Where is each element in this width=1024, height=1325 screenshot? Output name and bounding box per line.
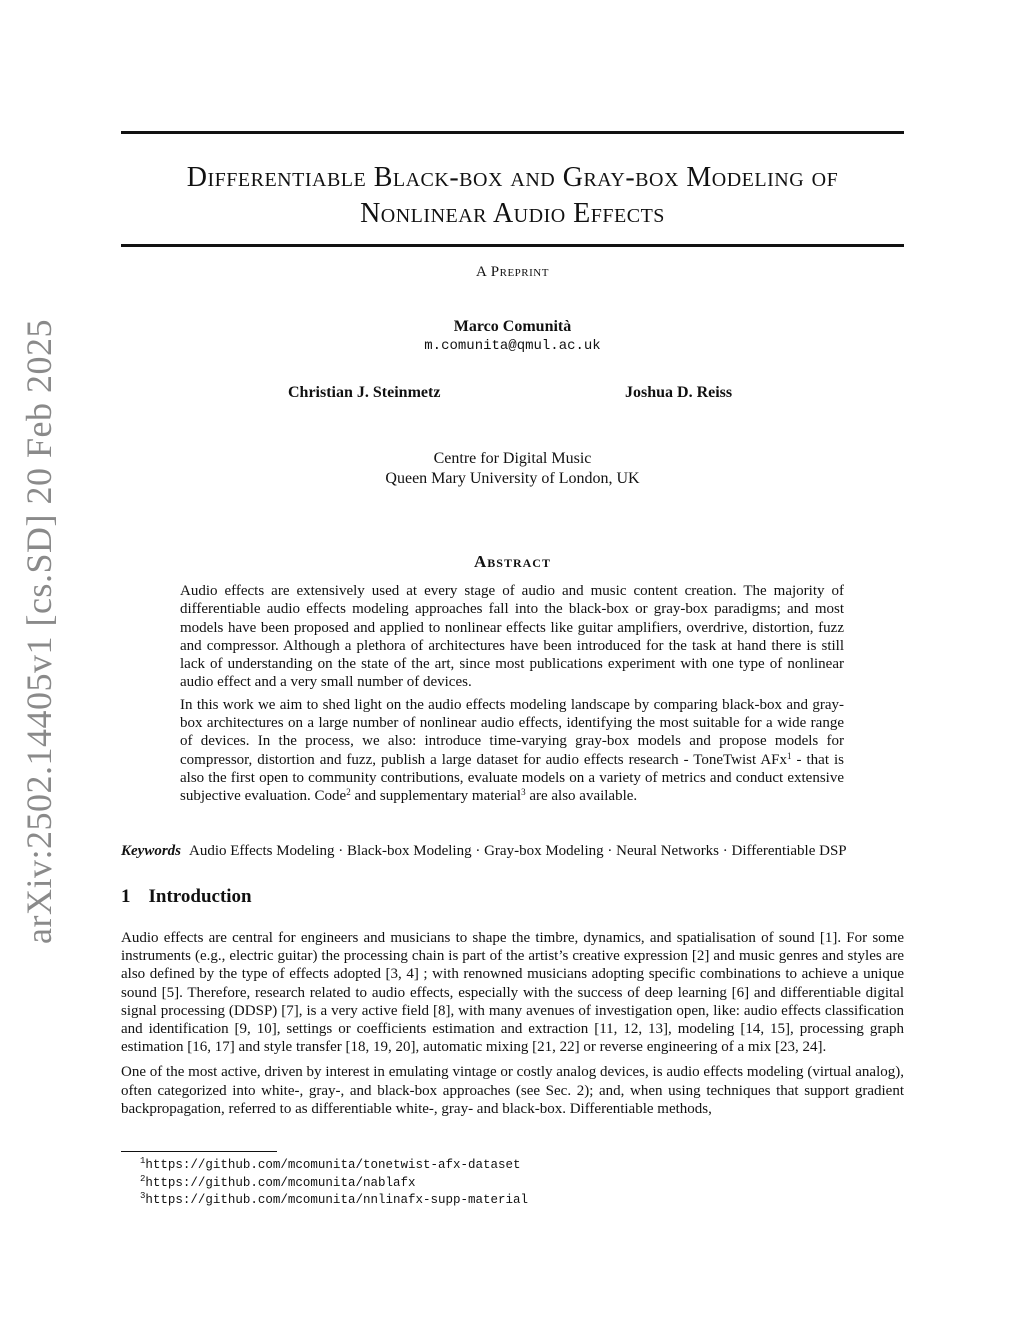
abstract-text-segment: are also available. — [525, 788, 638, 805]
keywords-list: Audio Effects Modeling · Black-box Modeling · Gray-box Modeling · Neural Networks · Differentiable DSP — [189, 843, 847, 859]
abstract-body — [180, 582, 844, 810]
abstract-text-segment: - that is also the first open to community contributions, evaluate models on a variety of metrics and conduct extensive subjective evaluation. Code — [180, 751, 844, 805]
affiliation-line-2: Queen Mary University of London, UK — [385, 470, 640, 487]
title-line-2: Nonlinear Audio Effects — [360, 198, 665, 229]
footnote-2-link[interactable]: https://github.com/mcomunita/nablafx — [145, 1175, 416, 1190]
arxiv-sidebar — [0, 0, 59, 944]
footnote-2 — [140, 1175, 528, 1193]
section-heading-introduction — [121, 886, 252, 908]
footnote-marker-2: 2 — [346, 787, 351, 798]
footnote-3 — [140, 1192, 528, 1210]
section-title: Introduction — [148, 886, 252, 907]
abstract-paragraph-1: Audio effects are extensively used at every stage of audio and music content creation. The majority of differentiable audio effects modeling approaches fall into the black-box or gray-box paradigms; and most models have been proposed and applied to nonlinear effects like guitar amplifiers, overdrive, distortion, fuzz and compressor. Although a plethora of architectures have been introduced for the task at hand there is still lack of understanding on the state of the art, since most publications experiment with one type of nonlinear audio effect and a very small number of devices. — [180, 583, 844, 691]
footnotes — [140, 1157, 528, 1210]
title-line-1: Differentiable Black-box and Gray-box Modeling of — [186, 162, 839, 193]
author-main-name: Marco Comunità — [453, 318, 572, 335]
abstract-text-segment: and supplementary material — [350, 788, 522, 805]
affiliation-line-1: Centre for Digital Music — [433, 450, 592, 467]
keywords-label: Keywords — [121, 843, 181, 859]
paper-title — [121, 160, 904, 232]
footnote-1 — [140, 1157, 528, 1175]
author-main-email: m.comunita@qmul.ac.uk — [424, 338, 601, 354]
footnote-3-number: 3 — [140, 1191, 146, 1201]
title-rule-top — [121, 131, 904, 134]
introduction-paragraph-2: One of the most active, driven by interest in emulating vintage or costly analog devices, is audio effects modeling (virtual analog), often categorized into white-, gray-, and black-box approaches (see Sec. 2); and, when using techniques that support gradient backpropagation, referred to as differentiable white-, gray- and black-box. Differentiable methods, — [121, 1064, 904, 1117]
author-second-name: Christian J. Steinmetz — [288, 384, 441, 401]
abstract-paragraph-2 — [180, 696, 844, 806]
abstract-text-segment: In this work we aim to shed light on the audio effects modeling landscape by comparing black-box and gray-box architectures on a large number of nonlinear audio effects, identifying the most suitable for a wide range of devices. In the process, we also: introduce time-varying gray-box models and propose models for compressor, distortion and fuzz, publish a large dataset for audio effects research - ToneTwist AFx — [180, 696, 844, 768]
section-number: 1 — [121, 886, 131, 907]
abstract-heading: Abstract — [474, 552, 551, 571]
footnote-3-link[interactable]: https://github.com/mcomunita/nnlinafx-supp-material — [145, 1193, 528, 1207]
footnote-rule — [121, 1151, 277, 1152]
keywords — [121, 843, 847, 860]
footnote-1-number: 1 — [140, 1156, 146, 1166]
author-third-name: Joshua D. Reiss — [625, 384, 733, 401]
footnote-2-number: 2 — [140, 1173, 146, 1184]
introduction-paragraph-1: Audio effects are central for engineers and musicians to shape the timbre, dynamics, and spatialisation of sound [1]. For some instruments (e.g., electric guitar) the processing chain is part of the artist’s creative expression [2] and music genres and styles are also defined by the type of effects adopted [3, 4] ; with renowned musicians adopting specific combinations to achieve a unique sound [5]. Therefore, research related to audio effects, especially with the success of deep learning [6] and differentiable digital signal processing (DDSP) [7], is a very active field [8], with many avenues of investigation open, like: audio effects classification and identification [9, 10], settings or coefficients estimation and extraction [11, 12, 13], modeling [14, 15], processing graph estimation [16, 17] and style transfer [18, 19, 20], automatic mixing [21, 22] or reverse engineering of a mix [23, 24]. — [121, 930, 904, 1056]
title-rule-bottom — [121, 244, 904, 247]
introduction-body — [121, 929, 904, 1125]
footnote-marker-1: 1 — [787, 750, 792, 761]
preprint-label: A Preprint — [476, 264, 549, 280]
footnote-1-link[interactable]: https://github.com/mcomunita/tonetwist-afx-dataset — [145, 1158, 521, 1172]
arxiv-identifier: arXiv:2502.14405v1 [cs.SD] 20 Feb 2025 — [19, 319, 59, 944]
affiliation — [121, 449, 904, 489]
footnote-marker-3: 3 — [521, 787, 526, 798]
